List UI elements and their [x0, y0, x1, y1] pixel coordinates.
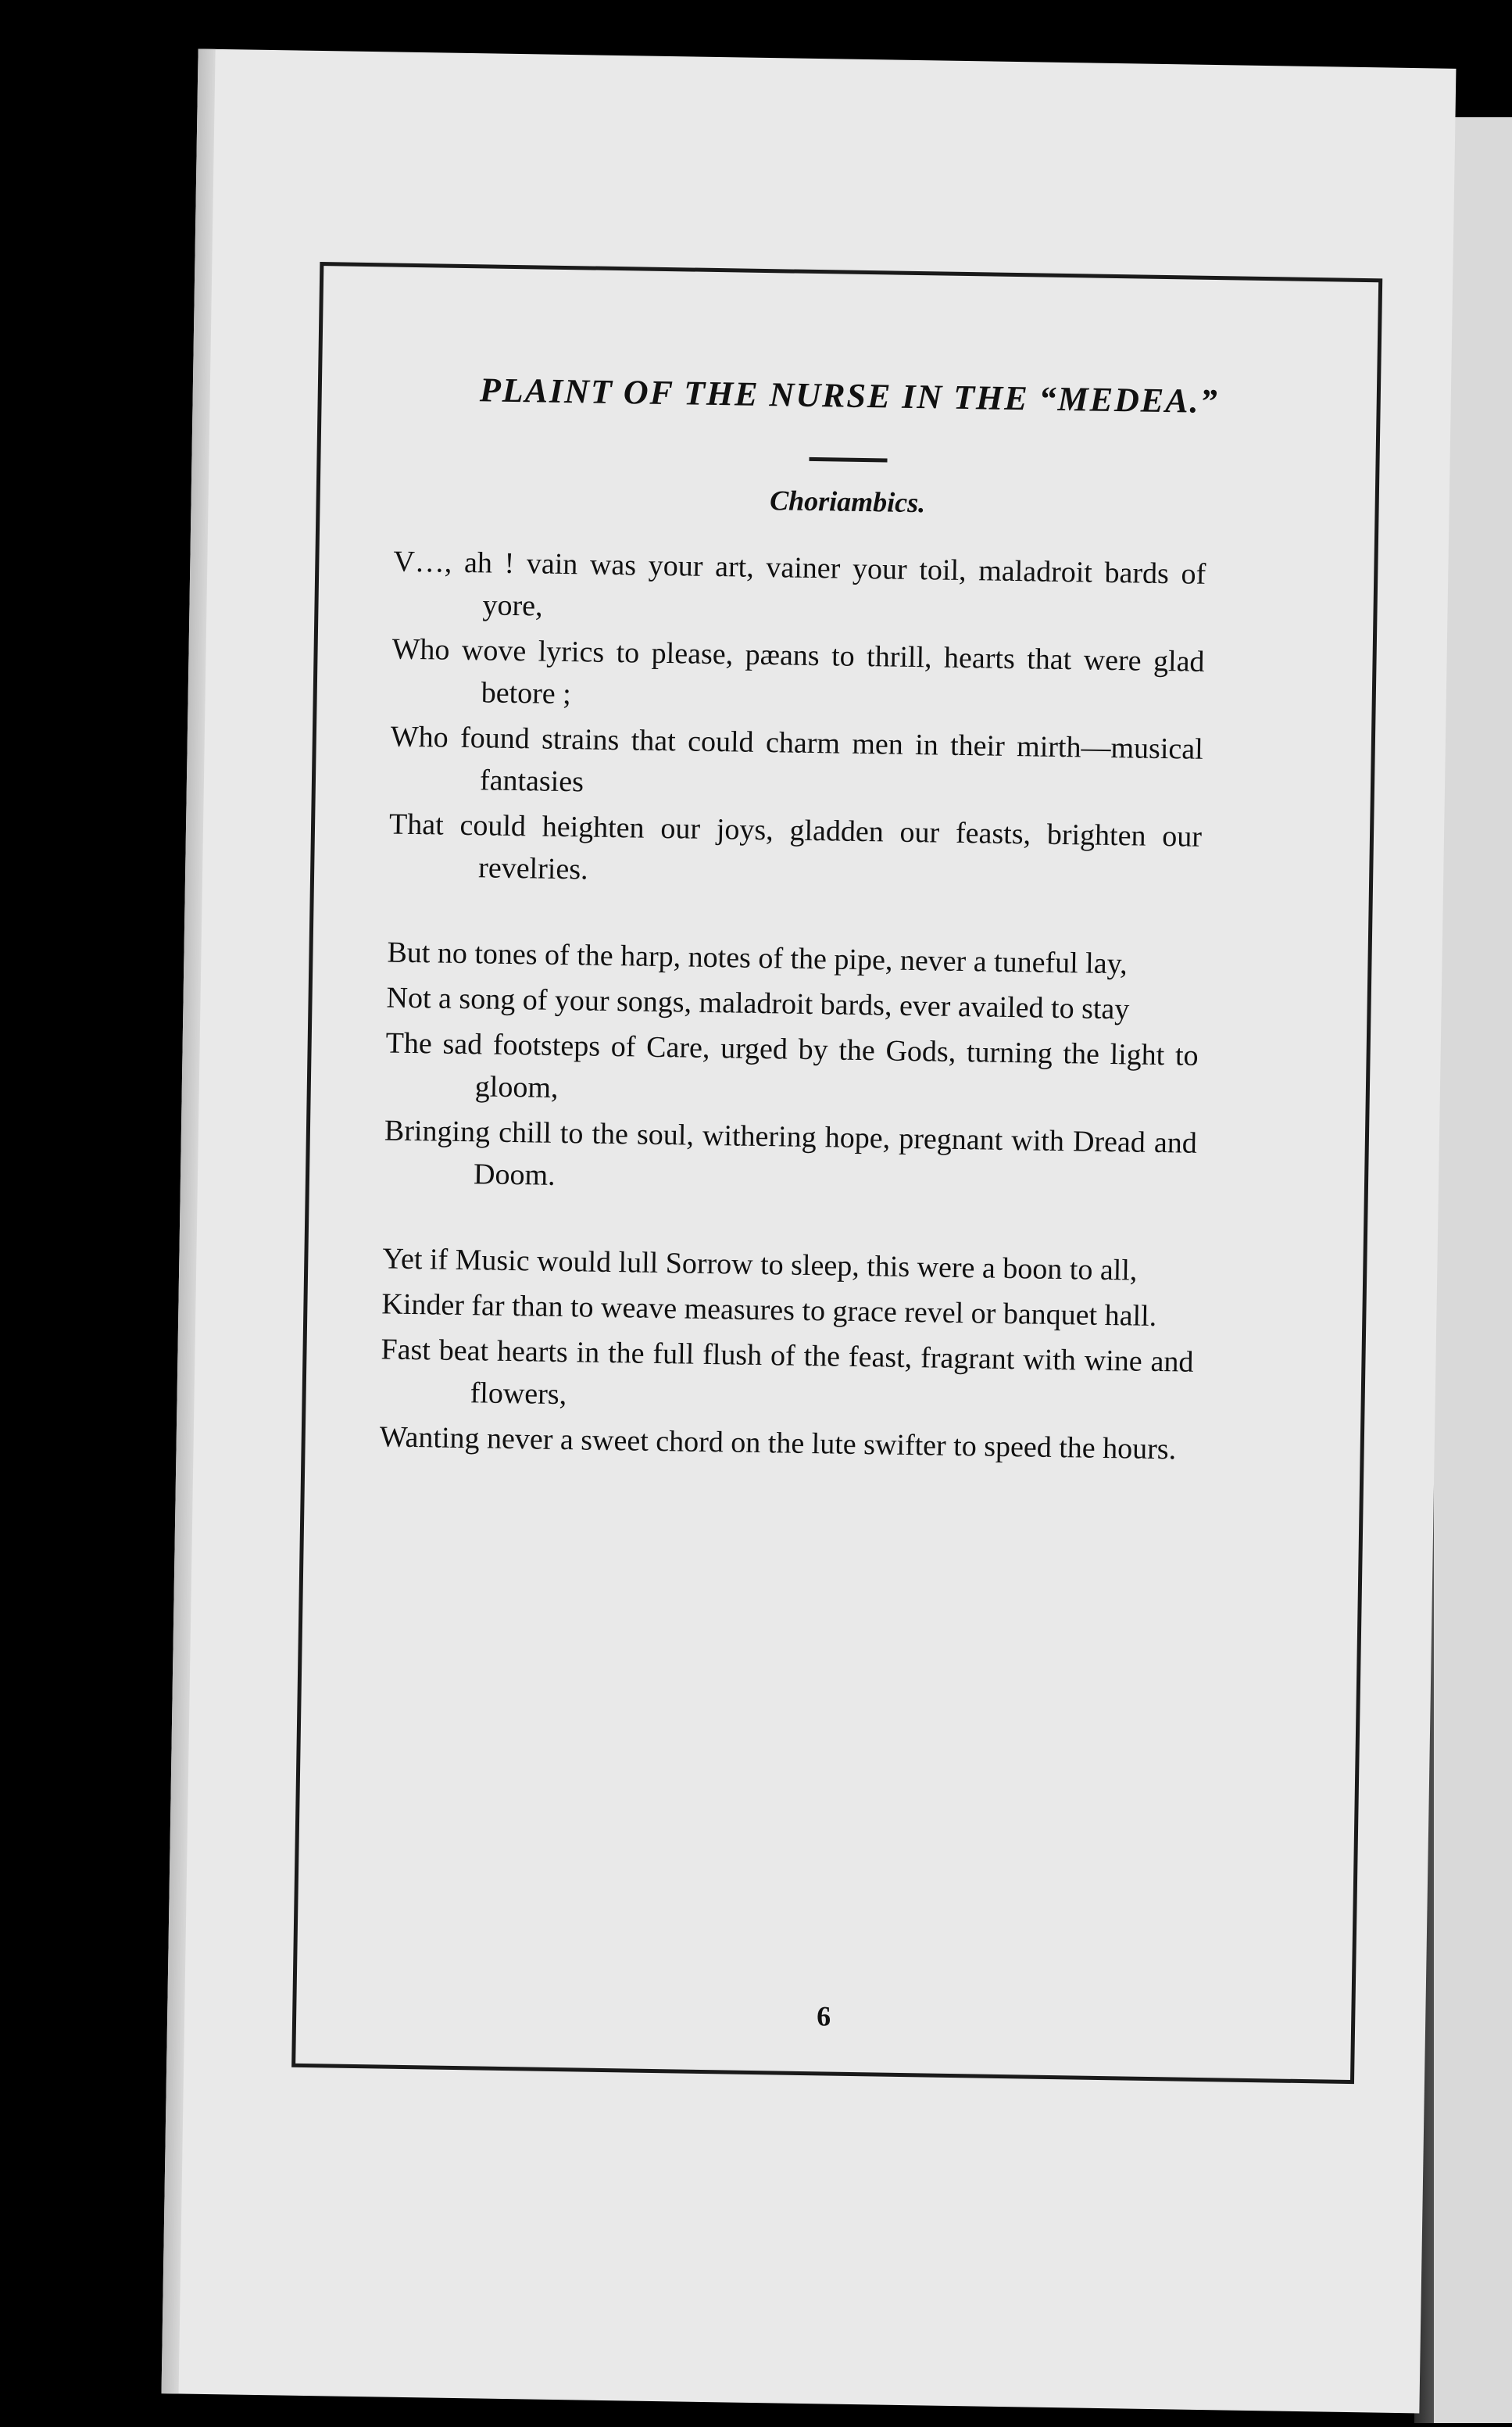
poem-line: But no tones of the harp, notes of the pipe, never a tuneful lay,: [387, 936, 1128, 981]
poem-line: Kinder far than to weave measures to grace revel or banquet hall.: [381, 1287, 1157, 1333]
book-page: [162, 49, 1457, 2414]
text-frame: [291, 262, 1382, 2084]
poem-line: Wanting never a sweet chord on the lute swifter to speed the hours.: [379, 1420, 1177, 1466]
poem-line: Yet if Music would lull Sorrow to sleep, this were a boon to all,: [382, 1242, 1138, 1287]
poem-line: Not a song of your songs, maladroit bards, ever availed to stay: [386, 981, 1130, 1026]
poem-line: V…, ah ! vain was your art, vainer your toil, maladroit bards of yore,: [393, 545, 1206, 623]
poem-line: That could heighten our joys, gladden our feasts, brighten our revelries.: [388, 807, 1203, 886]
poem-line: Bringing chill to the soul, withering hope, pregnant with Dread and Doom.: [384, 1114, 1198, 1192]
poem-subtitle: Choriambics.: [769, 485, 926, 519]
poem-body: [378, 541, 1206, 1515]
poem-line: Who wove lyrics to please, pæans to thrill, hearts that were glad betore ;: [391, 632, 1205, 711]
poem-line: The sad footsteps of Care, urged by the Gods, turning the light to gloom,: [385, 1026, 1199, 1104]
stanza-3: [379, 1237, 1195, 1470]
poem-line: Who found strains that could charm men in their mirth—musical fantasies: [390, 720, 1204, 799]
stanza-1: [388, 541, 1206, 900]
page-number: 6: [816, 2000, 831, 2032]
page-binding-edge: [162, 49, 216, 2394]
title-rule: [809, 457, 887, 463]
poem-line: Fast beat hearts in the full flush of the feast, fragrant with wine and flowers,: [381, 1333, 1194, 1412]
stanza-2: [384, 931, 1200, 1206]
poem-title: PLAINT OF THE NURSE IN THE “MEDEA.”: [479, 370, 1219, 421]
